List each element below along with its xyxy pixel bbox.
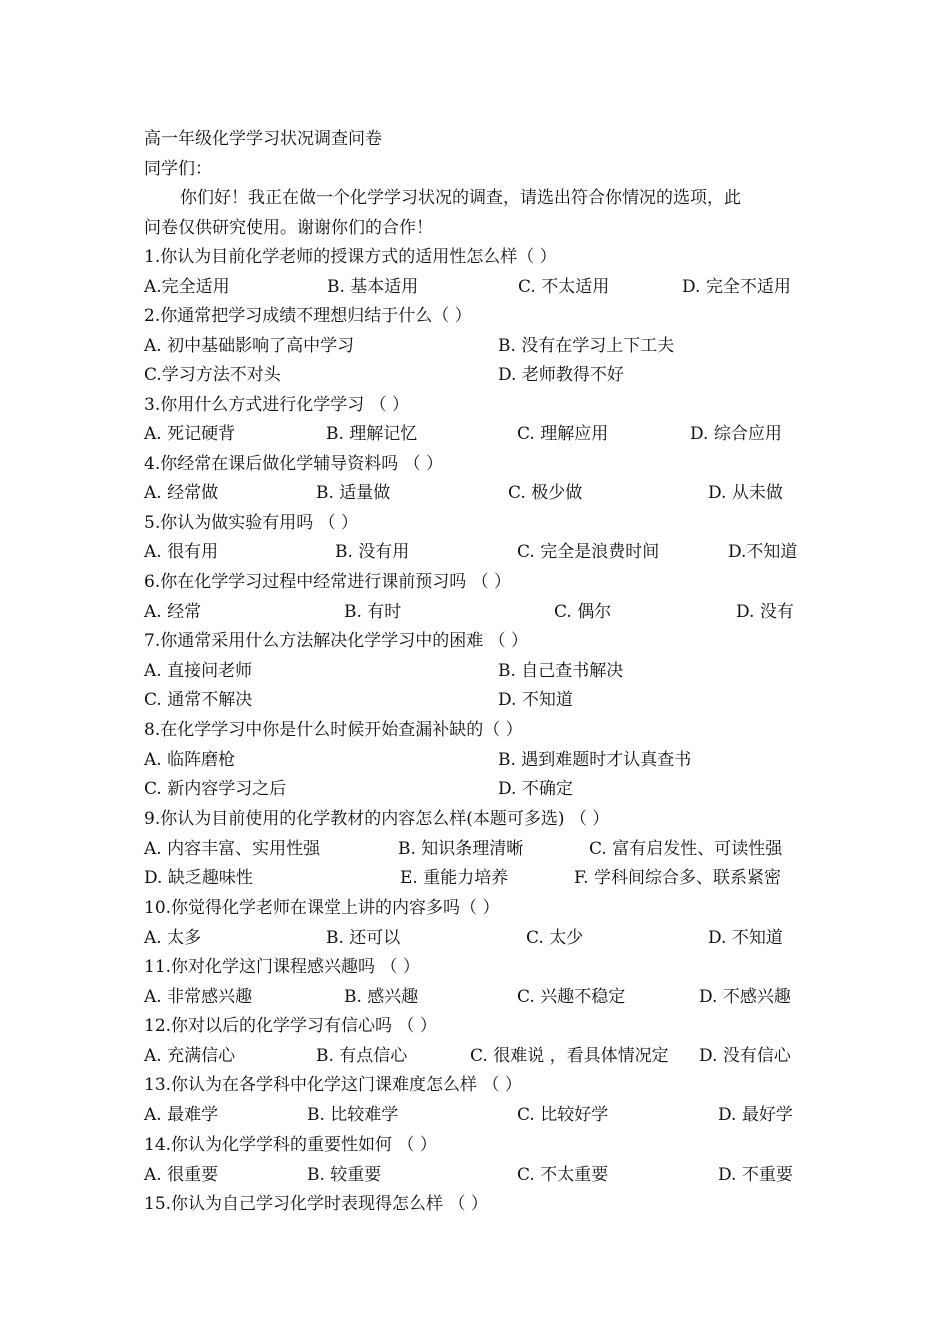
option: B. 知识条理清晰 — [398, 839, 524, 859]
option: D. 不知道 — [498, 690, 573, 710]
option: B. 还可以 — [326, 928, 401, 948]
option: A. 非常感兴趣 — [144, 987, 253, 1007]
option: A. 内容丰富、实用性强 — [144, 839, 321, 859]
option: F. 学科间综合多、联系紧密 — [574, 868, 781, 888]
option: D. 完全不适用 — [682, 277, 791, 297]
option: A. 很重要 — [144, 1165, 219, 1185]
option-row — [144, 835, 808, 865]
option: A. 初中基础影响了高中学习 — [144, 336, 355, 356]
option: B. 基本适用 — [327, 277, 419, 297]
question-text: 5.你认为做实验有用吗 （ ） — [144, 513, 359, 533]
option: C. 不太适用 — [518, 277, 610, 297]
option: D. 不重要 — [718, 1165, 793, 1185]
option: C. 极少做 — [508, 483, 583, 503]
question-text: 10.你觉得化学老师在课堂上讲的内容多吗（ ） — [144, 898, 500, 918]
option-row — [144, 361, 808, 391]
option: D. 缺乏趣味性 — [144, 868, 253, 888]
option: C.学习方法不对头 — [144, 365, 281, 385]
option: A. 很有用 — [144, 542, 219, 562]
option-row — [144, 746, 808, 776]
question-text: 4.你经常在课后做化学辅导资料吗 （ ） — [144, 454, 444, 474]
option: A.完全适用 — [144, 277, 230, 297]
option: C. 兴趣不稳定 — [517, 987, 626, 1007]
option: B. 遇到难题时才认真查书 — [498, 750, 692, 770]
option-row — [144, 420, 808, 450]
option-row — [144, 657, 808, 687]
option: B. 理解记忆 — [326, 424, 418, 444]
option: A. 经常 — [144, 602, 202, 622]
question-text: 12.你对以后的化学学习有信心吗 （ ） — [144, 1016, 437, 1036]
option: C. 偶尔 — [554, 602, 612, 622]
option: D. 综合应用 — [690, 424, 782, 444]
option: B. 有时 — [344, 602, 402, 622]
option: B. 没有在学习上下工夫 — [498, 336, 675, 356]
option: A. 直接问老师 — [144, 661, 253, 681]
question-text: 6.你在化学学习过程中经常进行课前预习吗 （ ） — [144, 572, 512, 592]
option: B. 比较难学 — [307, 1105, 399, 1125]
question-text: 11.你对化学这门课程感兴趣吗 （ ） — [144, 957, 420, 977]
option: D. 最好学 — [718, 1105, 793, 1125]
question-text: 9.你认为目前使用的化学教材的内容怎么样(本题可多选) （ ） — [144, 809, 610, 829]
option-row — [144, 332, 808, 362]
option: D.不知道 — [728, 542, 798, 562]
option: C. 新内容学习之后 — [144, 779, 287, 799]
option: A. 经常做 — [144, 483, 219, 503]
option: D. 不知道 — [708, 928, 783, 948]
option-row — [144, 1042, 808, 1072]
question-text: 1.你认为目前化学老师的授课方式的适用性怎么样（ ） — [144, 247, 557, 267]
option-row — [144, 538, 808, 568]
option: D. 不感兴趣 — [699, 987, 791, 1007]
intro-line: 问卷仅供研究使用。谢谢你们的合作！ — [144, 218, 433, 238]
question-text: 8.在化学学习中你是什么时候开始查漏补缺的（ ） — [144, 720, 523, 740]
option: C. 理解应用 — [517, 424, 609, 444]
option: C. 完全是浪费时间 — [517, 542, 660, 562]
option-row — [144, 983, 808, 1013]
option: D. 老师教得不好 — [498, 365, 624, 385]
option: B. 感兴趣 — [344, 987, 419, 1007]
option: D. 不确定 — [498, 779, 573, 799]
intro-line: 你们好！我正在做一个化学学习状况的调查，请选出符合你情况的选项，此 — [180, 188, 741, 208]
question-text: 3.你用什么方式进行化学学习 （ ） — [144, 395, 410, 415]
option: A. 最难学 — [144, 1105, 219, 1125]
question-text: 14.你认为化学学科的重要性如何 （ ） — [144, 1135, 437, 1155]
option: D. 没有 — [736, 602, 794, 622]
option-row — [144, 775, 808, 805]
option: C. 富有启发性、可读性强 — [589, 839, 783, 859]
option: C. 通常不解决 — [144, 690, 253, 710]
option-row — [144, 598, 808, 628]
option: E. 重能力培养 — [400, 868, 509, 888]
option-row — [144, 479, 808, 509]
option: D. 没有信心 — [699, 1046, 791, 1066]
question-text: 7.你通常采用什么方法解决化学学习中的困难 （ ） — [144, 631, 529, 651]
option: B. 没有用 — [335, 542, 410, 562]
question-text: 13.你认为在各学科中化学这门课难度怎么样 （ ） — [144, 1075, 522, 1095]
option: B. 适量做 — [316, 483, 391, 503]
option: B. 自己查书解决 — [498, 661, 624, 681]
option: A. 死记硬背 — [144, 424, 236, 444]
option: C. 很难说 ，看具体情况定 — [470, 1046, 669, 1066]
question-text: 15.你认为自己学习化学时表现得怎么样 （ ） — [144, 1194, 488, 1214]
option: B. 有点信心 — [316, 1046, 408, 1066]
option: C. 太少 — [526, 928, 584, 948]
option: D. 从未做 — [708, 483, 783, 503]
option: A. 充满信心 — [144, 1046, 236, 1066]
option-row — [144, 864, 808, 894]
option: B. 较重要 — [307, 1165, 382, 1185]
page-title: 高一年级化学学习状况调查问卷 — [144, 129, 382, 149]
option: A. 临阵磨枪 — [144, 750, 236, 770]
greeting: 同学们： — [144, 159, 212, 179]
option: C. 比较好学 — [517, 1105, 609, 1125]
option-row — [144, 686, 808, 716]
option: A. 太多 — [144, 928, 202, 948]
option-row — [144, 1101, 808, 1131]
option-row — [144, 273, 808, 303]
option: C. 不太重要 — [517, 1165, 609, 1185]
option-row — [144, 924, 808, 954]
option-row — [144, 1161, 808, 1191]
question-text: 2.你通常把学习成绩不理想归结于什么（ ） — [144, 306, 472, 326]
